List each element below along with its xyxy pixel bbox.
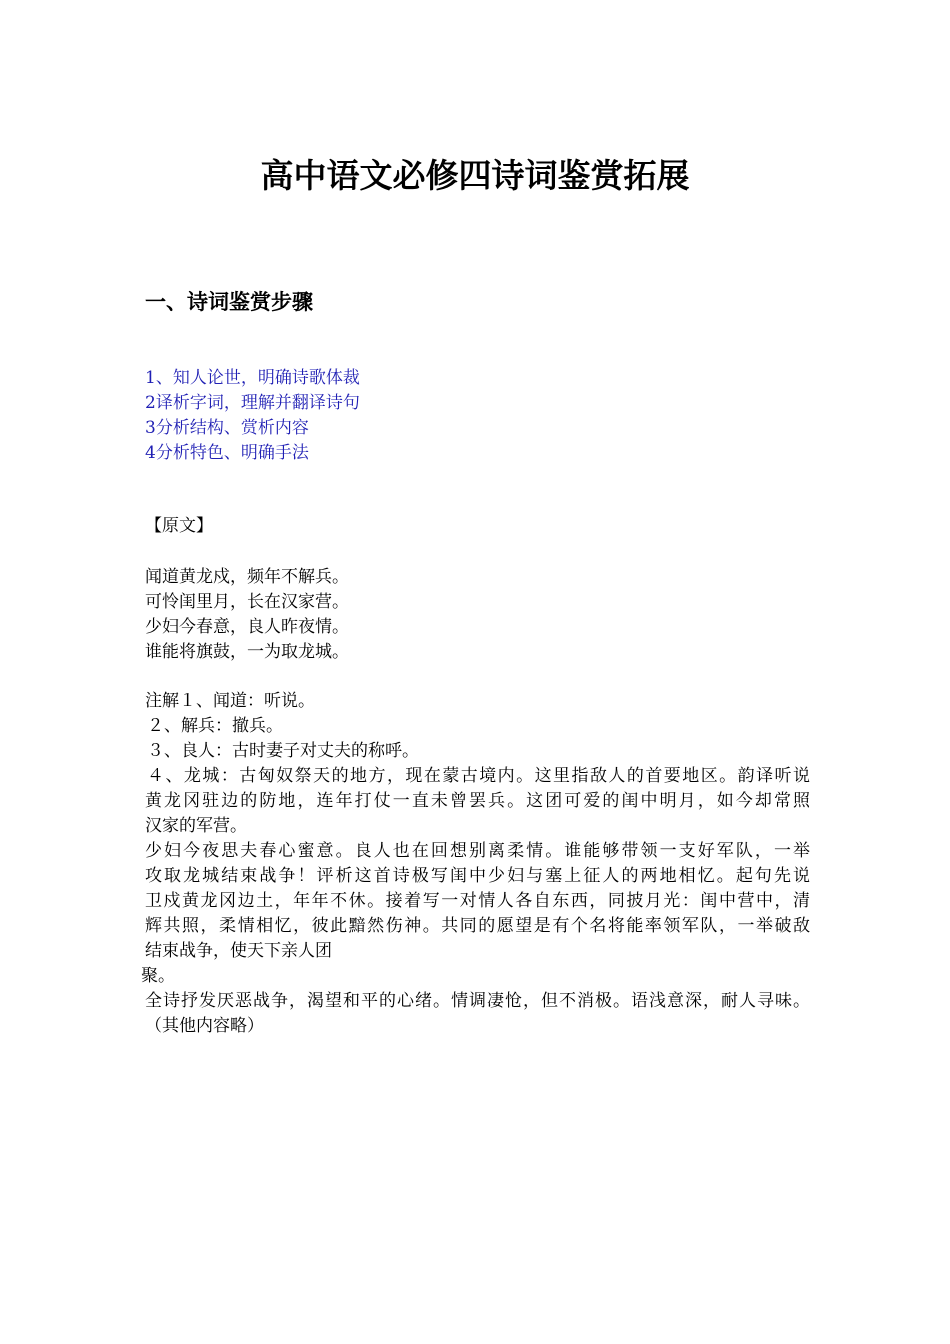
note-line: 结束战争，使天下亲人团 — [145, 941, 332, 961]
note-line: ４、龙城：古匈奴祭天的地方，现在蒙古境内。这里指敌人的首要地区。韵译听说 — [147, 766, 810, 786]
poem-line: 可怜闺里月，长在汉家营。 — [145, 592, 349, 612]
step-item: 4分析特色、明确手法 — [145, 443, 309, 463]
note-line: 卫戍黄龙冈边土，年年不休。接着写一对情人各自东西，同披月光：闺中营中，清 — [145, 891, 810, 911]
note-line: ３、良人：古时妻子对丈夫的称呼。 — [147, 741, 419, 761]
note-line: 辉共照，柔情相忆，彼此黯然伤神。共同的愿望是有个名将能率领军队，一举破敌 — [145, 916, 810, 936]
poem-line: 闻道黄龙戍，频年不解兵。 — [145, 567, 349, 587]
note-line: （其他内容略） — [145, 1016, 264, 1036]
original-text-label-block — [145, 514, 810, 539]
step-item: 1、知人论世，明确诗歌体裁 — [145, 368, 360, 388]
section-heading: 一、诗词鉴赏步骤 — [145, 290, 313, 314]
note-line: 汉家的军营。 — [145, 816, 247, 836]
note-line: 少妇今夜思夫春心蜜意。良人也在回想别离柔情。谁能够带领一支好军队，一举 — [145, 841, 810, 861]
step-item: 2译析字词，理解并翻译诗句 — [145, 393, 360, 413]
poem — [145, 565, 810, 665]
step-item: 3分析结构、赏析内容 — [145, 418, 309, 438]
poem-line: 谁能将旗鼓，一为取龙城。 — [145, 642, 349, 662]
note-line: ２、解兵：撤兵。 — [147, 716, 283, 736]
appreciation-steps-list — [145, 366, 360, 466]
note-line: 黄龙冈驻边的防地，连年打仗一直未曾罢兵。这团可爱的闺中明月，如今却常照 — [145, 791, 810, 811]
notes-and-commentary — [141, 689, 810, 1039]
page-title: 高中语文必修四诗词鉴赏拓展 — [260, 156, 690, 195]
note-line: 攻取龙城结束战争！评析这首诗极写闺中少妇与塞上征人的两地相忆。起句先说 — [145, 866, 810, 886]
original-text-label: 【原文】 — [145, 516, 213, 536]
note-line: 聚。 — [141, 966, 175, 986]
note-line: 全诗抒发厌恶战争，渴望和平的心绪。情调凄怆，但不消极。语浅意深，耐人寻味。 — [145, 991, 810, 1011]
poem-line: 少妇今春意，良人昨夜情。 — [145, 617, 349, 637]
note-line: 注解１、闻道：听说。 — [145, 691, 315, 711]
